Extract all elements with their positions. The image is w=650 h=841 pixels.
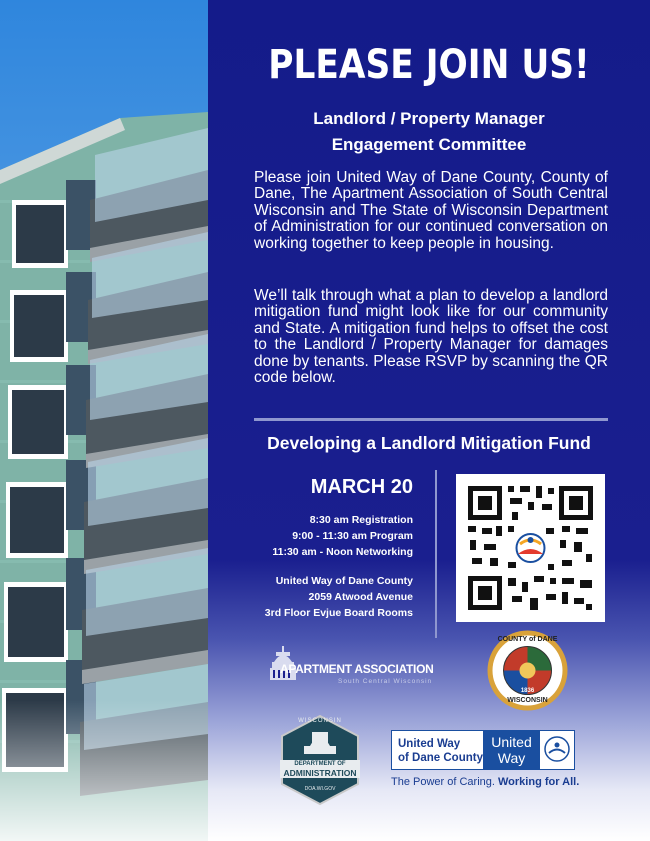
schedule-registration: 8:30 am Registration	[309, 514, 413, 526]
doa-line-1: DEPARTMENT OF	[294, 761, 346, 767]
united-way-local-line-2: of Dane County	[398, 752, 483, 764]
united-way-tagline	[391, 776, 579, 788]
schedule-program: 9:00 - 11:30 am Program	[292, 530, 413, 542]
event-date: MARCH 20	[310, 476, 413, 498]
event-venue	[208, 573, 413, 621]
united-way-local-line-1: United Way	[398, 738, 461, 750]
subtitle	[208, 106, 650, 158]
headline: PLEASE JOIN US!	[268, 42, 590, 88]
apartment-association-region: South Central Wisconsin	[338, 678, 433, 685]
united-way-logo	[391, 730, 580, 788]
tagline-regular: The Power of Caring.	[391, 776, 498, 788]
vertical-divider	[435, 470, 437, 638]
doa-logo	[274, 714, 366, 806]
doa-footer: DOA.WI.GOV	[304, 786, 336, 792]
venue-room: 3rd Floor Evjue Board Rooms	[264, 607, 413, 619]
subtitle-line-2: Engagement Committee	[331, 135, 527, 154]
united-way-local-name	[398, 737, 483, 765]
tagline-bold: Working for All.	[498, 776, 580, 788]
united-way-badge	[483, 731, 540, 769]
county-seal-bottom: WISCONSIN	[507, 697, 548, 704]
fund-title: Developing a Landlord Mitigation Fund	[267, 433, 591, 453]
dane-county-seal	[487, 630, 568, 711]
county-seal-top: COUNTY of DANE	[497, 636, 558, 643]
doa-top-text: WISCONSIN	[298, 718, 342, 724]
venue-street: 2059 Atwood Avenue	[308, 591, 413, 603]
venue-name: United Way of Dane County	[275, 575, 413, 587]
invitation-paragraph: Please join United Way of Dane County, County of Dane, The Apartment Association of South Central Wisconsin and The State of Wisconsin Department of Administration for our continued conversation on working together to keep people in housing.	[254, 169, 608, 252]
qr-code-icon	[456, 474, 605, 622]
apartment-association-logo	[270, 638, 470, 690]
county-seal-year: 1836	[520, 688, 535, 694]
united-way-hand-icon	[544, 736, 570, 762]
doa-seal-icon	[274, 714, 366, 806]
content-panel	[208, 0, 650, 841]
subtitle-line-1: Landlord / Property Manager	[313, 109, 545, 128]
united-way-box	[391, 730, 575, 770]
doa-line-2: ADMINISTRATION	[283, 768, 357, 778]
event-schedule	[208, 512, 413, 560]
description-paragraph: We’ll talk through what a plan to develop a landlord mitigation fund might look like for our community and State. A mitigation fund helps to offset the cost to the Landlord / Property Manager for damages done by tenants. Please RSVP by scanning the QR code below.	[254, 287, 608, 387]
rsvp-qr-code[interactable]	[456, 474, 605, 622]
building-photo	[0, 0, 208, 841]
section-divider	[254, 418, 608, 421]
building-illustration	[0, 0, 208, 841]
schedule-networking: 11:30 am - Noon Networking	[272, 546, 413, 558]
united-way-badge-line-2: Way	[497, 750, 526, 766]
apartment-association-name: APARTMENT ASSOCIATION	[280, 662, 434, 676]
united-way-badge-line-1: United	[491, 734, 532, 750]
